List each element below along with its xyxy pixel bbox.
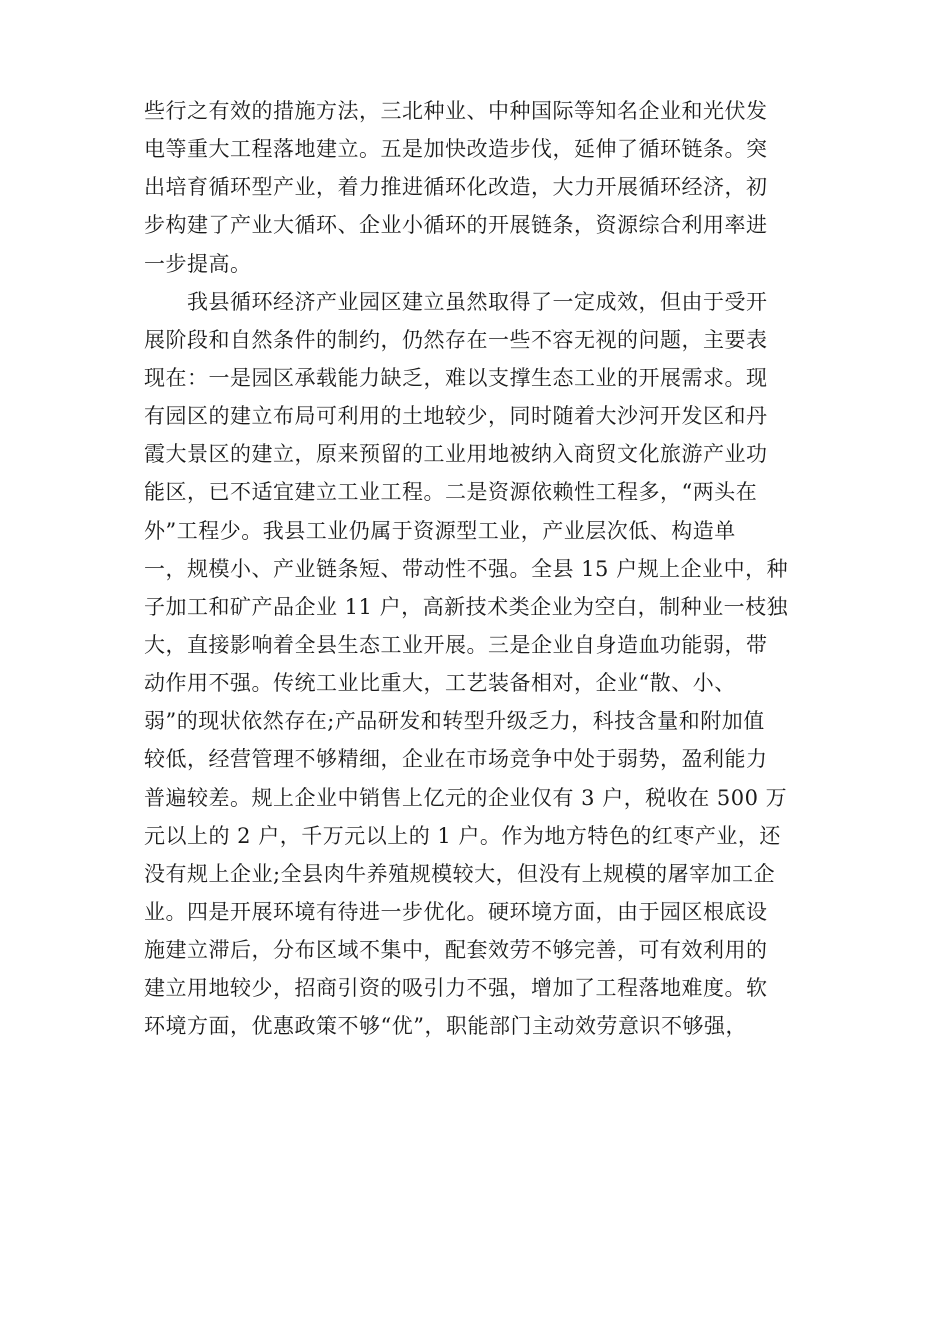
text-line: 子加工和矿产品企业 11 户，高新技术类企业为空白，制种业一枝独 [144,594,789,619]
text-line: 电等重大工程落地建立。五是加快改造步伐，延伸了循环链条。突 [144,137,768,162]
text-line: 大，直接影响着全县生态工业开展。三是企业自身造血功能弱，带 [144,632,768,657]
text-line: 施建立滞后，分布区域不集中，配套效劳不够完善，可有效利用的 [144,938,768,963]
text-line: 展阶段和自然条件的制约，仍然存在一些不容无视的问题，主要表 [144,327,768,352]
text-line: 弱”的现状依然存在;产品研发和转型升级乏力，科技含量和附加值 [144,709,765,734]
text-line: 现在：一是园区承载能力缺乏，难以支撑生态工业的开展需求。现 [144,365,768,390]
text-line: 步构建了产业大循环、企业小循环的开展链条，资源综合利用率进 [144,213,768,238]
text-line: 外”工程少。我县工业仍属于资源型工业，产业层次低、构造单 [144,518,736,543]
text-line: 较低，经营管理不够精细，企业在市场竞争中处于弱势，盈利能力 [144,747,768,772]
text-line: 些行之有效的措施方法，三北种业、中种国际等知名企业和光伏发 [144,99,768,123]
text-line: 环境方面，优惠政策不够“优”，职能部门主动效劳意识不够强， [144,1014,747,1039]
text-line: 霞大景区的建立，原来预留的工业用地被纳入商贸文化旅游产业功 [144,442,768,467]
text-line: 有园区的建立布局可利用的土地较少，同时随着大沙河开发区和丹 [144,404,768,429]
text-line: 建立用地较少，招商引资的吸引力不强，增加了工程落地难度。软 [144,976,768,1001]
body-text [144,92,824,1046]
text-line: 元以上的 2 户，千万元以上的 1 户。作为地方特色的红枣产业，还 [144,823,781,848]
text-line: 出培育循环型产业，着力推进循环化改造，大力开展循环经济，初 [144,175,768,200]
text-line: 动作用不强。传统工业比重大，工艺装备相对，企业“散、小、 [144,671,736,696]
text-line: 没有规上企业;全县肉牛养殖规模较大，但没有上规模的屠宰加工企 [144,861,776,886]
text-line: 普遍较差。规上企业中销售上亿元的企业仅有 3 户，税收在 500 万 [144,785,788,810]
text-line: 业。四是开展环境有待进一步优化。硬环境方面，由于园区根底设 [144,899,768,924]
text-line: 我县循环经济产业园区建立虽然取得了一定成效，但由于受开 [144,289,768,314]
text-line: 能区，已不适宜建立工业工程。二是资源依赖性工程多，“两头在 [144,480,758,505]
text-line: 一步提高。 [144,251,252,276]
text-line: 一，规模小、产业链条短、带动性不强。全县 15 户规上企业中，种 [144,556,789,581]
